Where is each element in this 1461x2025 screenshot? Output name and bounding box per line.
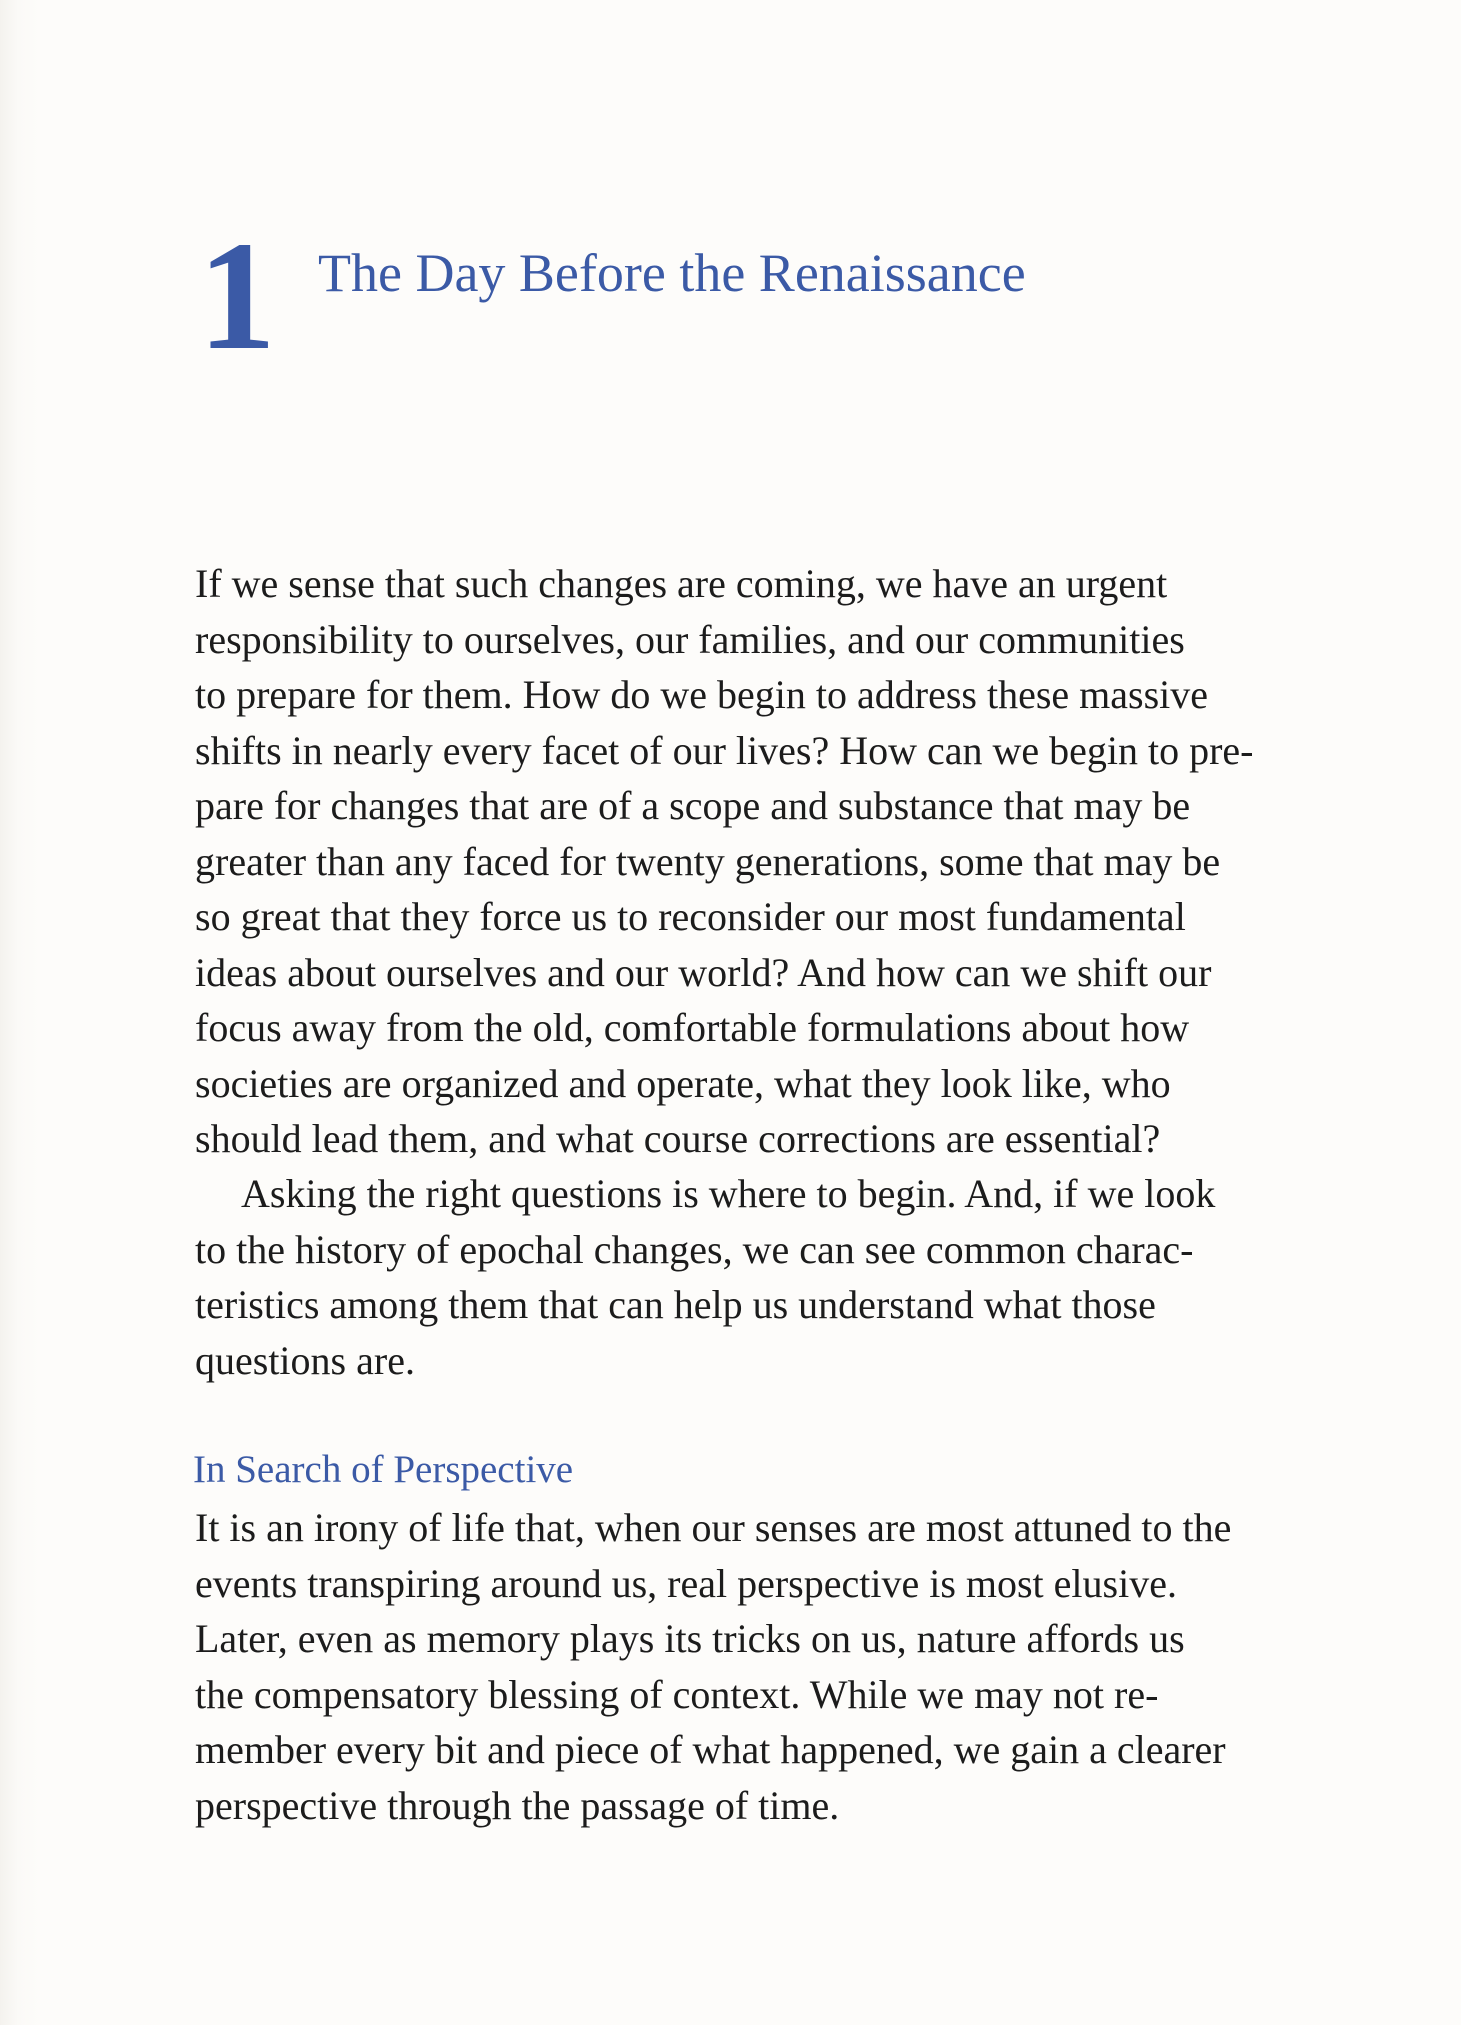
section-heading: In Search of Perspective xyxy=(193,1448,574,1491)
text-line: teristics among them that can help us understand what those xyxy=(195,1282,1156,1327)
section-paragraph xyxy=(195,1500,1335,1833)
text-line: ideas about ourselves and our world? And how can we shift our xyxy=(195,949,1212,995)
text-line: responsibility to ourselves, our families, and our communities xyxy=(195,616,1185,662)
text-line: should lead them, and what course corrections are essential? xyxy=(195,1116,1161,1161)
text-line: focus away from the old, comfortable formulations about how xyxy=(195,1005,1190,1050)
text-line: to prepare for them. How do we begin to address these massive xyxy=(195,672,1209,717)
intro-paragraph xyxy=(195,556,1335,1167)
text-line: events transpiring around us, real perspective is most elusive. xyxy=(195,1560,1177,1606)
text-line: Asking the right questions is where to begin. And, if we look xyxy=(241,1171,1216,1216)
text-line: to the history of epochal changes, we can see common charac- xyxy=(195,1226,1194,1272)
text-line: greater than any faced for twenty generations, some that may be xyxy=(195,838,1221,884)
chapter-number: 1 xyxy=(198,209,276,382)
chapter-title: The Day Before the Renaissance xyxy=(318,243,1026,303)
text-line: Later, even as memory plays its tricks on us, nature affords us xyxy=(195,1616,1185,1661)
text-line: It is an irony of life that, when our senses are most attuned to the xyxy=(195,1505,1232,1550)
text-line: questions are. xyxy=(195,1337,415,1383)
text-line: perspective through the passage of time. xyxy=(195,1782,840,1828)
text-line: shifts in nearly every facet of our lives? How can we begin to pre- xyxy=(195,727,1254,773)
second-paragraph xyxy=(195,1166,1335,1388)
text-line: societies are organized and operate, what they look like, who xyxy=(195,1060,1171,1106)
text-line: pare for changes that are of a scope and substance that may be xyxy=(195,783,1191,828)
text-line: If we sense that such changes are coming, we have an urgent xyxy=(195,561,1168,606)
text-line: member every bit and piece of what happened, we gain a clearer xyxy=(195,1727,1226,1772)
text-line: so great that they force us to reconsider our most fundamental xyxy=(195,894,1186,939)
text-line: the compensatory blessing of context. While we may not re- xyxy=(195,1671,1159,1717)
